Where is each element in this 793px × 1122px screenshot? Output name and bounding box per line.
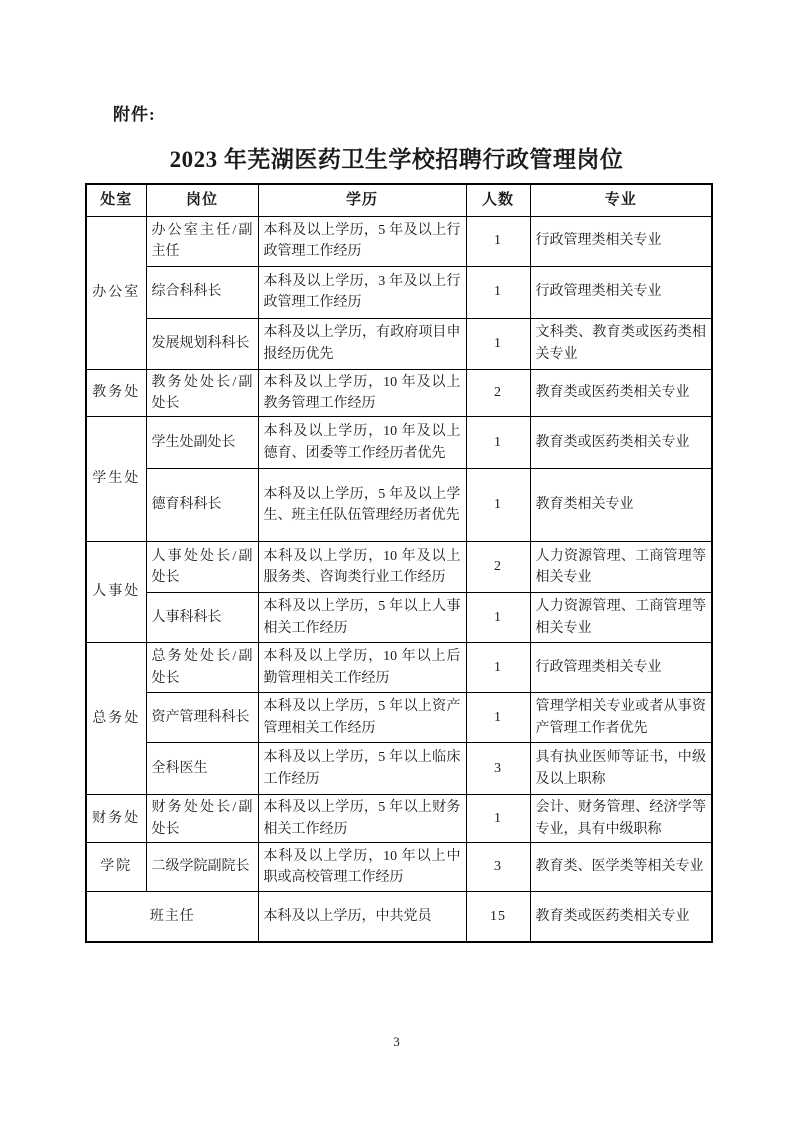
cell-count: 1 bbox=[466, 593, 530, 643]
table-row bbox=[86, 843, 712, 892]
cell-major: 行政管理类相关专业 bbox=[530, 266, 712, 318]
cell-position: 德育科科长 bbox=[146, 469, 258, 542]
cell-major: 行政管理类相关专业 bbox=[530, 643, 712, 693]
cell-position: 教务处处长/副处长 bbox=[146, 369, 258, 417]
table-row bbox=[86, 892, 712, 942]
cell-count: 1 bbox=[466, 643, 530, 693]
header-position: 岗位 bbox=[146, 184, 258, 216]
cell-position: 财务处处长/副处长 bbox=[146, 795, 258, 843]
table-row bbox=[86, 417, 712, 469]
table-row bbox=[86, 743, 712, 795]
cell-count: 1 bbox=[466, 693, 530, 743]
recruitment-table bbox=[85, 183, 713, 943]
cell-count: 15 bbox=[466, 892, 530, 942]
cell-position: 总务处处长/副处长 bbox=[146, 643, 258, 693]
cell-education: 本科及以上学历，5 年及以上行政管理工作经历 bbox=[258, 216, 466, 266]
table-row bbox=[86, 643, 712, 693]
cell-count: 1 bbox=[466, 266, 530, 318]
cell-position: 综合科科长 bbox=[146, 266, 258, 318]
table-row bbox=[86, 469, 712, 542]
cell-major: 教育类或医药类相关专业 bbox=[530, 892, 712, 942]
cell-education: 本科及以上学历，10 年及以上服务类、咨询类行业工作经历 bbox=[258, 542, 466, 593]
cell-department: 财务处 bbox=[86, 795, 146, 843]
cell-major: 管理学相关专业或者从事资产管理工作者优先 bbox=[530, 693, 712, 743]
cell-major: 教育类、医学类等相关专业 bbox=[530, 843, 712, 892]
page-title: 2023 年芜湖医药卫生学校招聘行政管理岗位 bbox=[169, 147, 624, 172]
cell-position: 人事科科长 bbox=[146, 593, 258, 643]
cell-major: 人力资源管理、工商管理等相关专业 bbox=[530, 542, 712, 593]
table-header-row bbox=[86, 184, 712, 216]
table-row bbox=[86, 593, 712, 643]
cell-position: 资产管理科科长 bbox=[146, 693, 258, 743]
cell-count: 1 bbox=[466, 318, 530, 369]
cell-education: 本科及以上学历，10 年及以上教务管理工作经历 bbox=[258, 369, 466, 417]
cell-department: 学院 bbox=[86, 843, 146, 892]
cell-education: 本科及以上学历，5 年以上人事相关工作经历 bbox=[258, 593, 466, 643]
cell-count: 3 bbox=[466, 843, 530, 892]
cell-education: 本科及以上学历，5 年以上财务相关工作经历 bbox=[258, 795, 466, 843]
cell-position: 办公室主任/副主任 bbox=[146, 216, 258, 266]
table-row bbox=[86, 318, 712, 369]
table-row bbox=[86, 369, 712, 417]
cell-count: 1 bbox=[466, 417, 530, 469]
cell-major: 教育类相关专业 bbox=[530, 469, 712, 542]
cell-education: 本科及以上学历，10 年以上中职或高校管理工作经历 bbox=[258, 843, 466, 892]
cell-count: 2 bbox=[466, 369, 530, 417]
cell-position: 发展规划科科长 bbox=[146, 318, 258, 369]
cell-education: 本科及以上学历，5 年及以上学生、班主任队伍管理经历者优先 bbox=[258, 469, 466, 542]
cell-position: 人事处处长/副处长 bbox=[146, 542, 258, 593]
table-row bbox=[86, 693, 712, 743]
cell-department: 学生处 bbox=[86, 417, 146, 542]
cell-position-merged: 班主任 bbox=[86, 892, 258, 942]
cell-department: 教务处 bbox=[86, 369, 146, 417]
cell-major: 文科类、教育类或医药类相关专业 bbox=[530, 318, 712, 369]
cell-education: 本科及以上学历，3 年及以上行政管理工作经历 bbox=[258, 266, 466, 318]
cell-count: 1 bbox=[466, 216, 530, 266]
cell-department: 人事处 bbox=[86, 542, 146, 643]
cell-count: 1 bbox=[466, 795, 530, 843]
cell-position: 二级学院副院长 bbox=[146, 843, 258, 892]
table-row bbox=[86, 795, 712, 843]
cell-education: 本科及以上学历，10 年以上后勤管理相关工作经历 bbox=[258, 643, 466, 693]
cell-count: 1 bbox=[466, 469, 530, 542]
table-row bbox=[86, 542, 712, 593]
page-number: 3 bbox=[393, 1034, 400, 1049]
header-major: 专业 bbox=[530, 184, 712, 216]
cell-major: 会计、财务管理、经济学等专业，具有中级职称 bbox=[530, 795, 712, 843]
cell-count: 3 bbox=[466, 743, 530, 795]
header-department: 处室 bbox=[86, 184, 146, 216]
attachment-label: 附件: bbox=[113, 105, 156, 124]
cell-position: 学生处副处长 bbox=[146, 417, 258, 469]
cell-major: 人力资源管理、工商管理等相关专业 bbox=[530, 593, 712, 643]
cell-major: 教育类或医药类相关专业 bbox=[530, 417, 712, 469]
cell-education: 本科及以上学历，5 年以上临床工作经历 bbox=[258, 743, 466, 795]
cell-education: 本科及以上学历，中共党员 bbox=[258, 892, 466, 942]
cell-major: 行政管理类相关专业 bbox=[530, 216, 712, 266]
cell-position: 全科医生 bbox=[146, 743, 258, 795]
cell-department: 办公室 bbox=[86, 216, 146, 369]
table-row bbox=[86, 216, 712, 266]
cell-major: 教育类或医药类相关专业 bbox=[530, 369, 712, 417]
cell-count: 2 bbox=[466, 542, 530, 593]
cell-education: 本科及以上学历，5 年以上资产管理相关工作经历 bbox=[258, 693, 466, 743]
cell-education: 本科及以上学历，10 年及以上德育、团委等工作经历者优先 bbox=[258, 417, 466, 469]
cell-department: 总务处 bbox=[86, 643, 146, 795]
table-row bbox=[86, 266, 712, 318]
header-count: 人数 bbox=[466, 184, 530, 216]
cell-education: 本科及以上学历，有政府项目申报经历优先 bbox=[258, 318, 466, 369]
cell-major: 具有执业医师等证书，中级及以上职称 bbox=[530, 743, 712, 795]
header-education: 学历 bbox=[258, 184, 466, 216]
